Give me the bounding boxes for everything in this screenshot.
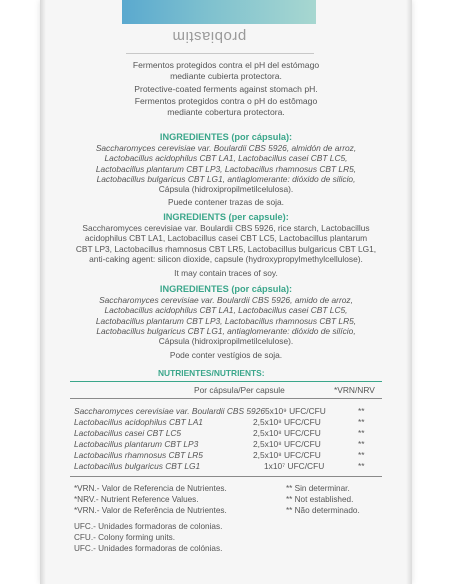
allergen-note-es: Puede contener trazas de soja. (168, 197, 284, 207)
ingredient-line-pt: Lactobacillus acidophilus CBT LA1, Lactobacillus casei CBT LC5, (104, 305, 348, 315)
nutrient-row-name: Lactobacillus rhamnosus CBT LR5 (74, 450, 203, 460)
product-box-back (40, 0, 412, 584)
nutrient-row-value: 2,5x10⁸ UFC/CFU (253, 428, 321, 438)
nutrient-row-name: Lactobacillus acidophilus CBT LA1 (74, 417, 203, 427)
allergen-note-pt: Pode conter vestígios de soja. (169, 350, 283, 360)
ingredient-line-en: acidophilus CBT LA1, Lactobacillus casei CBT LC5, Lactobacillus plantarum (84, 233, 368, 243)
brand-divider (126, 53, 314, 54)
footnote-ufc: UFC.- Unidades formadoras de colónias. (74, 544, 223, 553)
nutrient-row-value: 5x10⁹ UFC/CFU (265, 406, 326, 416)
nutrient-row-vrn: ** (358, 461, 365, 471)
nutrient-row-name: Lactobacillus casei CBT LC5 (74, 428, 182, 438)
footnote-vrn: *VRN.- Valor de Referência de Nutrientes. (74, 506, 227, 515)
table-bottom-rule (70, 476, 382, 477)
footnote-ufc: UFC.- Unidades formadoras de colonias. (74, 522, 223, 531)
nutrient-row-vrn: ** (358, 417, 365, 427)
nutrient-row-vrn: ** (358, 406, 365, 416)
nutrient-row-value: 2,5x10⁸ UFC/CFU (253, 417, 321, 427)
footnote-undetermined: ** Não determinado. (286, 506, 360, 515)
ingredient-line-en: anti-caking agent: silicon dioxide, capsule (hydroxypropylmethylcellulose). (89, 254, 363, 264)
claim-line: Fermentos protegidos contra o pH do estômago (134, 96, 318, 106)
ingredient-line-pt: Lactobacillus bulgaricus CBT LG1, antiaglomerante: dióxido de silício, (96, 326, 356, 336)
ingredient-line-es: Saccharomyces cerevisiae var. Boulardii CBS 5926, almidón de arroz, (95, 143, 357, 153)
nutrient-row-name: Saccharomyces cerevisiae var. Boulardii CBS 5926 (74, 406, 266, 416)
footnote-undetermined: ** Not established. (286, 495, 354, 504)
nutrient-row-vrn: ** (358, 428, 365, 438)
box-color-band (122, 0, 316, 24)
footnote-ufc: CFU.- Colony forming units. (74, 533, 176, 542)
footnote-undetermined: ** Sin determinar. (286, 484, 350, 493)
footnote-vrn: *VRN.- Valor de Referencia de Nutrientes. (74, 484, 227, 493)
ingredient-line-es: Lactobacillus plantarum CBT LP3, Lactobacillus rhamnosus CBT LR5, (95, 164, 357, 174)
nutrients-heading: NUTRIENTES/NUTRIENTS: (158, 368, 265, 378)
ingredient-line-pt: Lactobacillus plantarum CBT LP3, Lactobacillus rhamnosus CBT LR5, (95, 316, 357, 326)
brand-name-upside-down: probiastim (172, 28, 247, 45)
allergen-note-en: It may contain traces of soy. (174, 268, 278, 278)
ingredient-line-pt: Saccharomyces cerevisiae var. Boulardii CBS 5926, amido de arroz, (99, 295, 353, 305)
nutrient-row-value: 2,5x10⁸ UFC/CFU (253, 439, 321, 449)
col-header-vrn: *VRN/NRV (334, 385, 375, 395)
claim-line: mediante cubierta protectora. (170, 71, 282, 81)
ingredients-heading-es: INGREDIENTES (por cápsula): (159, 132, 293, 142)
claim-line: Protective-coated ferments against stomach pH. (134, 84, 318, 94)
nutrients-divider (70, 381, 382, 382)
claim-line: mediante cobertura protectora. (167, 107, 285, 117)
nutrient-row-vrn: ** (358, 450, 365, 460)
ingredient-line-es: Lactobacillus bulgaricus CBT LG1, antiaglomerante: dióxido de silicio, (96, 174, 356, 184)
nutrient-row-vrn: ** (358, 439, 365, 449)
ingredients-heading-pt: INGREDIENTES (por cápsula): (159, 284, 293, 294)
table-top-rule (70, 398, 382, 399)
footnote-vrn: *NRV.- Nutrient Reference Values. (74, 495, 199, 504)
claim-line: Fermentos protegidos contra el pH del estómago (132, 60, 320, 70)
nutrient-row-value: 1x10⁷ UFC/CFU (264, 461, 325, 471)
col-header-per-capsule: Por cápsula/Per capsule (194, 385, 285, 395)
ingredients-heading-en: INGREDIENTS (per capsule): (163, 212, 289, 222)
nutrient-row-value: 2,5x10⁸ UFC/CFU (253, 450, 321, 460)
ingredient-line-es: Cápsula (hidroxipropilmetilcelulosa). (158, 184, 294, 194)
nutrient-row-name: Lactobacillus plantarum CBT LP3 (74, 439, 199, 449)
ingredient-line-pt: Cápsula (hidroxipropilmetilcelulose). (158, 336, 294, 346)
ingredient-line-en: CBT LP3, Lactobacillus rhamnosus CBT LR5, Lactobacillus bulgaricus CBT LG1, (75, 244, 377, 254)
ingredient-line-en: Saccharomyces cerevisiae var. Boulardii CBS 5926, rice starch, Lactobacillus (82, 223, 370, 233)
ingredient-line-es: Lactobacillus acidophilus CBT LA1, Lactobacillus casei CBT LC5, (104, 153, 348, 163)
nutrient-row-name: Lactobacillus bulgaricus CBT LG1 (74, 461, 201, 471)
